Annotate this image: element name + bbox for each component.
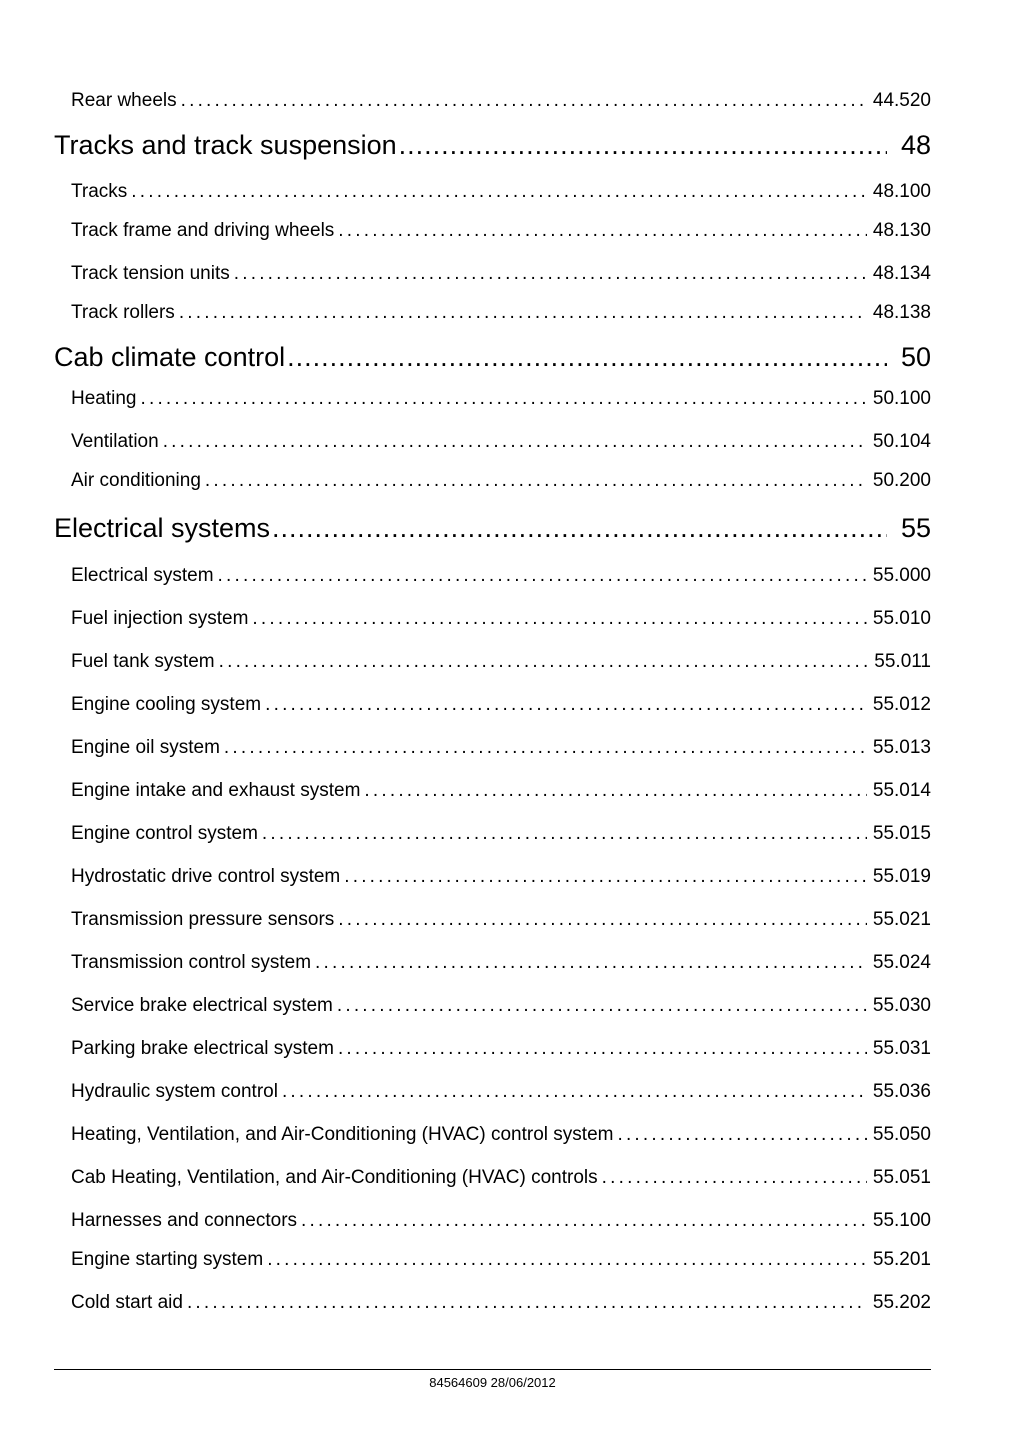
dot-leader [205, 469, 867, 493]
dot-leader [338, 1037, 867, 1061]
toc-entry-air-conditioning[interactable] [71, 469, 931, 493]
toc-section-number: 50 [900, 342, 931, 372]
dot-leader [282, 1080, 867, 1104]
toc-label: Track frame and driving wheels [71, 220, 335, 241]
toc-label: Transmission control system [71, 952, 312, 973]
toc-label: Engine oil system [71, 737, 220, 758]
toc-heading-tracks-and-track-suspension[interactable] [54, 128, 931, 162]
toc-label: Heating, Ventilation, and Air-Conditioning (HVAC) control system [71, 1124, 614, 1145]
dot-leader [338, 219, 867, 243]
toc-page-number: 55.201 [872, 1249, 931, 1270]
toc-page-number: 55.202 [872, 1292, 931, 1313]
toc-label: Transmission pressure sensors [71, 909, 335, 930]
toc-page-number: 44.520 [872, 90, 931, 111]
dot-leader [234, 262, 867, 286]
dot-leader [218, 564, 867, 588]
toc-entry-rear-wheels[interactable] [71, 89, 931, 113]
toc-page-number: 50.104 [872, 431, 931, 452]
toc-label: Parking brake electrical system [71, 1038, 334, 1059]
toc-heading-electrical-systems[interactable] [54, 511, 931, 545]
toc-label: Fuel tank system [71, 651, 215, 672]
toc-label: Tracks [71, 181, 128, 202]
toc-entry-heating[interactable] [71, 387, 931, 411]
dot-leader [301, 1209, 867, 1233]
toc-page-number: 48.100 [872, 181, 931, 202]
toc-entry-electrical-system[interactable] [71, 564, 931, 588]
toc-label: Cold start aid [71, 1292, 183, 1313]
toc-heading-label: Tracks and track suspension [54, 130, 397, 160]
dot-leader [252, 607, 866, 631]
dot-leader [163, 430, 867, 454]
dot-leader [315, 951, 867, 975]
toc-page-number: 55.000 [872, 565, 931, 586]
toc-page-number: 55.012 [872, 694, 931, 715]
toc-entry-transmission-pressure-sensors[interactable] [71, 908, 931, 932]
toc-entry-cab-hvac-controls[interactable] [71, 1166, 931, 1190]
toc-entry-engine-control-system[interactable] [71, 822, 931, 846]
toc-label: Engine starting system [71, 1249, 264, 1270]
toc-label: Service brake electrical system [71, 995, 333, 1016]
toc-label: Harnesses and connectors [71, 1210, 298, 1231]
toc-page-number: 48.130 [872, 220, 931, 241]
toc-heading-cab-climate-control[interactable] [54, 340, 931, 374]
toc-page-number: 55.050 [872, 1124, 931, 1145]
toc-page-number: 55.021 [872, 909, 931, 930]
dot-leader [219, 650, 869, 674]
dot-leader [272, 511, 887, 545]
toc-label: Rear wheels [71, 90, 177, 111]
toc-page-number: 55.015 [872, 823, 931, 844]
dot-leader [262, 822, 867, 846]
toc-label: Engine control system [71, 823, 258, 844]
toc-label: Ventilation [71, 431, 159, 452]
dot-leader [338, 908, 867, 932]
dot-leader [364, 779, 866, 803]
toc-label: Hydrostatic drive control system [71, 866, 341, 887]
dot-leader [131, 180, 867, 204]
toc-label: Electrical system [71, 565, 214, 586]
toc-entry-fuel-injection-system[interactable] [71, 607, 931, 631]
dot-leader [399, 128, 887, 162]
toc-section-number: 55 [900, 513, 931, 543]
toc-label: Air conditioning [71, 470, 201, 491]
dot-leader [187, 1291, 867, 1315]
toc-section-number: 48 [900, 130, 931, 160]
dot-leader [602, 1166, 867, 1190]
toc-page-number: 55.030 [872, 995, 931, 1016]
toc-label: Cab Heating, Ventilation, and Air-Conditioning (HVAC) controls [71, 1167, 598, 1188]
toc-page-number: 55.036 [872, 1081, 931, 1102]
dot-leader [179, 301, 867, 325]
toc-entry-hvac-control-system[interactable] [71, 1123, 931, 1147]
toc-page-number: 48.134 [872, 263, 931, 284]
toc-entry-engine-cooling-system[interactable] [71, 693, 931, 717]
toc-label: Engine cooling system [71, 694, 262, 715]
toc-entry-track-frame-and-driving-wheels[interactable] [71, 219, 931, 243]
toc-label: Engine intake and exhaust system [71, 780, 361, 801]
dot-leader [617, 1123, 866, 1147]
toc-page-number: 48.138 [872, 302, 931, 323]
toc-page-number: 55.031 [872, 1038, 931, 1059]
toc-page-number: 55.014 [872, 780, 931, 801]
toc-entry-track-tension-units[interactable] [71, 262, 931, 286]
dot-leader [265, 693, 867, 717]
dot-leader [181, 89, 867, 113]
toc-label: Track tension units [71, 263, 230, 284]
toc-page-number: 55.024 [872, 952, 931, 973]
toc-entry-parking-brake-electrical-system[interactable] [71, 1037, 931, 1061]
dot-leader [337, 994, 867, 1018]
toc-page-number: 50.100 [872, 388, 931, 409]
toc-label: Heating [71, 388, 137, 409]
toc-entry-transmission-control-system[interactable] [71, 951, 931, 975]
dot-leader [344, 865, 867, 889]
footer-divider [54, 1369, 931, 1370]
dot-leader [141, 387, 867, 411]
dot-leader [267, 1248, 867, 1272]
toc-label: Hydraulic system control [71, 1081, 278, 1102]
toc-heading-label: Cab climate control [54, 342, 286, 372]
toc-page-number: 55.051 [872, 1167, 931, 1188]
toc-entry-track-rollers[interactable] [71, 301, 931, 325]
toc-entry-cold-start-aid[interactable] [71, 1291, 931, 1315]
toc-label: Fuel injection system [71, 608, 249, 629]
toc-page-number: 55.013 [872, 737, 931, 758]
toc-entry-engine-oil-system[interactable] [71, 736, 931, 760]
toc-entry-tracks[interactable] [71, 180, 931, 204]
toc-page-number: 50.200 [872, 470, 931, 491]
toc-entry-harnesses-and-connectors[interactable] [71, 1209, 931, 1233]
toc-page-number: 55.011 [874, 651, 931, 672]
footer-doc-reference: 84564609 28/06/2012 [429, 1375, 556, 1390]
toc-page-number: 55.019 [872, 866, 931, 887]
toc-entry-hydraulic-system-control[interactable] [71, 1080, 931, 1104]
toc-entry-service-brake-electrical-system[interactable] [71, 994, 931, 1018]
toc-page-number: 55.010 [872, 608, 931, 629]
toc-entry-hydrostatic-drive-control-system[interactable] [71, 865, 931, 889]
toc-page-number: 55.100 [872, 1210, 931, 1231]
dot-leader [224, 736, 867, 760]
toc-entry-engine-starting-system[interactable] [71, 1248, 931, 1272]
dot-leader [287, 340, 887, 374]
toc-entry-engine-intake-and-exhaust-system[interactable] [71, 779, 931, 803]
toc-heading-label: Electrical systems [54, 513, 271, 543]
toc-entry-fuel-tank-system[interactable] [71, 650, 931, 674]
toc-label: Track rollers [71, 302, 175, 323]
toc-entry-ventilation[interactable] [71, 430, 931, 454]
